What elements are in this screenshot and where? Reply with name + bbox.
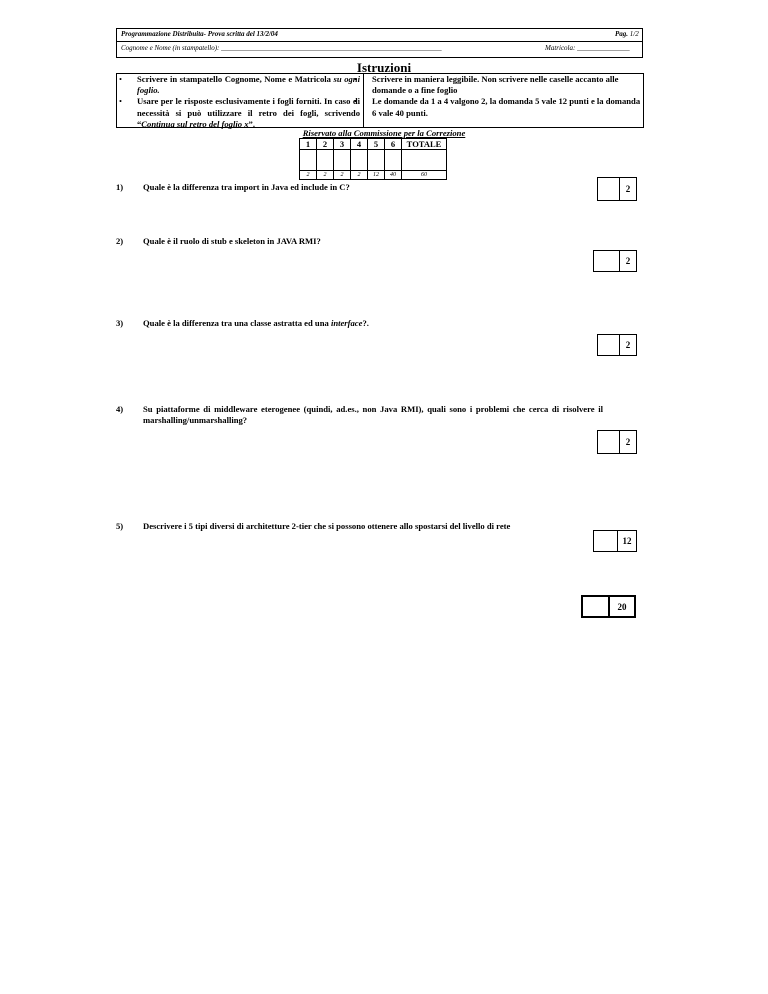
score-cell [300,150,317,171]
instructions-left [116,74,360,130]
score-points-total: 60 [402,171,447,180]
instruction-item: • Usare per le risposte esclusivamente i fogli forniti. In caso di necessità si può utilizzare il retro dei fogli, scrivendo “Continua sul retro del foglio x”. [116,96,360,130]
score-max: 12 [622,536,632,546]
score-entry [594,531,618,551]
page-number: Pag. 1/2 [615,30,639,38]
total-max: 20 [617,601,627,612]
score-cell [317,150,334,171]
score-entry [598,431,620,453]
score-header: 5 [368,139,385,150]
score-header: 2 [317,139,334,150]
instruction-item: • Scrivere in maniera leggibile. Non scrivere nelle caselle accanto alle domande o a fine foglio [351,74,642,96]
score-max: 2 [625,340,631,350]
score-max: 2 [625,437,631,447]
header-divider [116,41,643,42]
score-cell [351,150,368,171]
score-cell [334,150,351,171]
score-header: 4 [351,139,368,150]
commission-title: Riservato alla Commissione per la Correzione [302,128,466,138]
score-header: 1 [300,139,317,150]
question-number: 4) [116,404,124,414]
matricola-field-label: Matricola: _______________ [545,44,630,52]
question-3-score-box [597,334,637,356]
total-entry [583,597,610,616]
question-text: Quale è la differenza tra una classe astratta ed una interface?. [143,318,369,328]
question-number: 5) [116,521,124,531]
question-text: Su piattaforme di middleware eterogenee (quindi, ad.es., non Java RMI), quali sono i problemi che cerca di risolvere il marshalling/unmarshalling? [143,404,603,425]
question-text: Quale è la differenza tra import in Java ed include in C? [143,182,350,192]
score-points: 40 [385,171,402,180]
question-number: 3) [116,318,124,328]
score-cell-total [402,150,447,171]
page-title: Istruzioni [356,60,412,75]
question-number: 1) [116,182,124,192]
score-cell [368,150,385,171]
score-points: 2 [334,171,351,180]
score-points: 2 [300,171,317,180]
instruction-item: • Le domande da 1 a 4 valgono 2, la domanda 5 vale 12 punti e la domanda 6 vale 40 punti. [351,96,642,118]
score-header-total: TOTALE [402,139,447,150]
score-cell [385,150,402,171]
score-entry [598,335,620,355]
score-header: 6 [385,139,402,150]
score-points: 2 [317,171,334,180]
score-points: 12 [368,171,385,180]
question-5-score-box [593,530,637,552]
question-4-score-box [597,430,637,454]
score-max: 2 [625,256,631,266]
score-header: 3 [334,139,351,150]
score-max: 2 [625,184,631,194]
page-total-box [581,595,636,618]
score-table [299,138,447,180]
course-title: Programmazione Distribuita- Prova scritta del 13/2/04 [121,30,278,38]
score-entry [594,251,620,271]
score-entry [598,178,620,200]
question-2-score-box [593,250,637,272]
name-field-label: Cognome e Nome (in stampatello): _______________________________________________________________ [121,44,442,52]
question-text: Descrivere i 5 tipi diversi di architetture 2-tier che si possono ottenere allo spostarsi del livello di rete [143,521,511,531]
question-1-score-box [597,177,637,201]
question-number: 2) [116,236,124,246]
instructions-right [351,74,642,119]
score-points: 2 [351,171,368,180]
instruction-item: • Scrivere in stampatello Cognome, Nome e Matricola su ogni foglio. [116,74,360,96]
question-text: Quale è il ruolo di stub e skeleton in JAVA RMI? [143,236,321,246]
